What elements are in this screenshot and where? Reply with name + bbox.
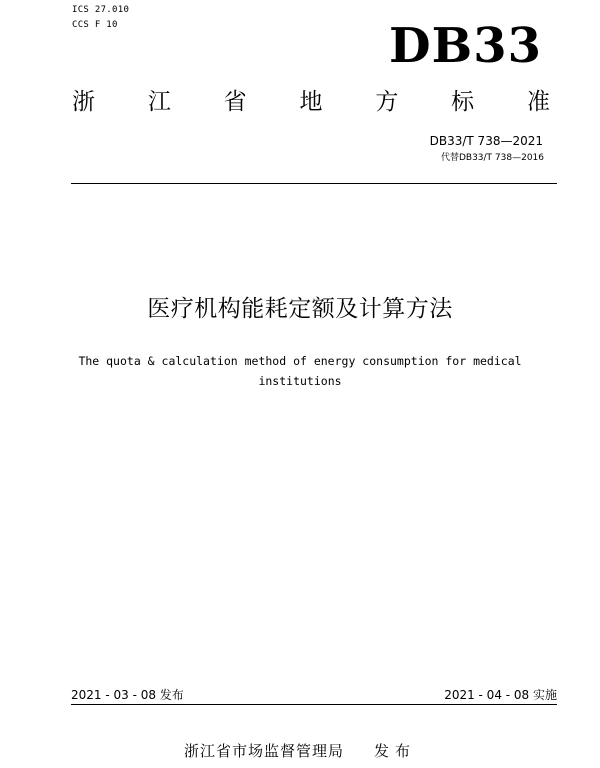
standard-type-char: 江	[147, 89, 171, 115]
standard-logo: DB33	[389, 18, 542, 74]
standard-type-heading	[72, 86, 550, 118]
standard-number: DB33/T 738—2021	[429, 134, 543, 148]
standard-type-char: 方	[375, 89, 399, 115]
document-title-chinese: 医疗机构能耗定额及计算方法	[147, 296, 453, 322]
standard-type-char: 地	[299, 89, 323, 115]
standard-type-char: 浙	[72, 89, 95, 115]
ics-code: ICS 27.010	[72, 5, 130, 15]
document-title-english	[66, 351, 534, 391]
standard-type-char: 省	[223, 89, 247, 115]
english-title-line: The quota & calculation method of energy consumption for medical	[78, 354, 522, 368]
standard-type-char: 标	[451, 89, 475, 115]
publisher-name: 浙江省市场监督管理局	[183, 742, 344, 760]
issue-date: 2021 - 03 - 08 发布	[71, 688, 184, 702]
top-divider	[71, 183, 557, 184]
replaces-standard: 代替DB33/T 738—2016	[440, 153, 544, 163]
bottom-divider	[71, 704, 557, 705]
ccs-code: CCS F 10	[72, 20, 118, 30]
standard-type-char: 准	[526, 89, 550, 115]
english-title-line: institutions	[258, 374, 342, 388]
classification-codes	[72, 3, 129, 33]
publisher-line	[0, 740, 600, 762]
publisher-action: 发布	[374, 742, 417, 760]
implementation-date: 2021 - 04 - 08 实施	[444, 688, 557, 702]
